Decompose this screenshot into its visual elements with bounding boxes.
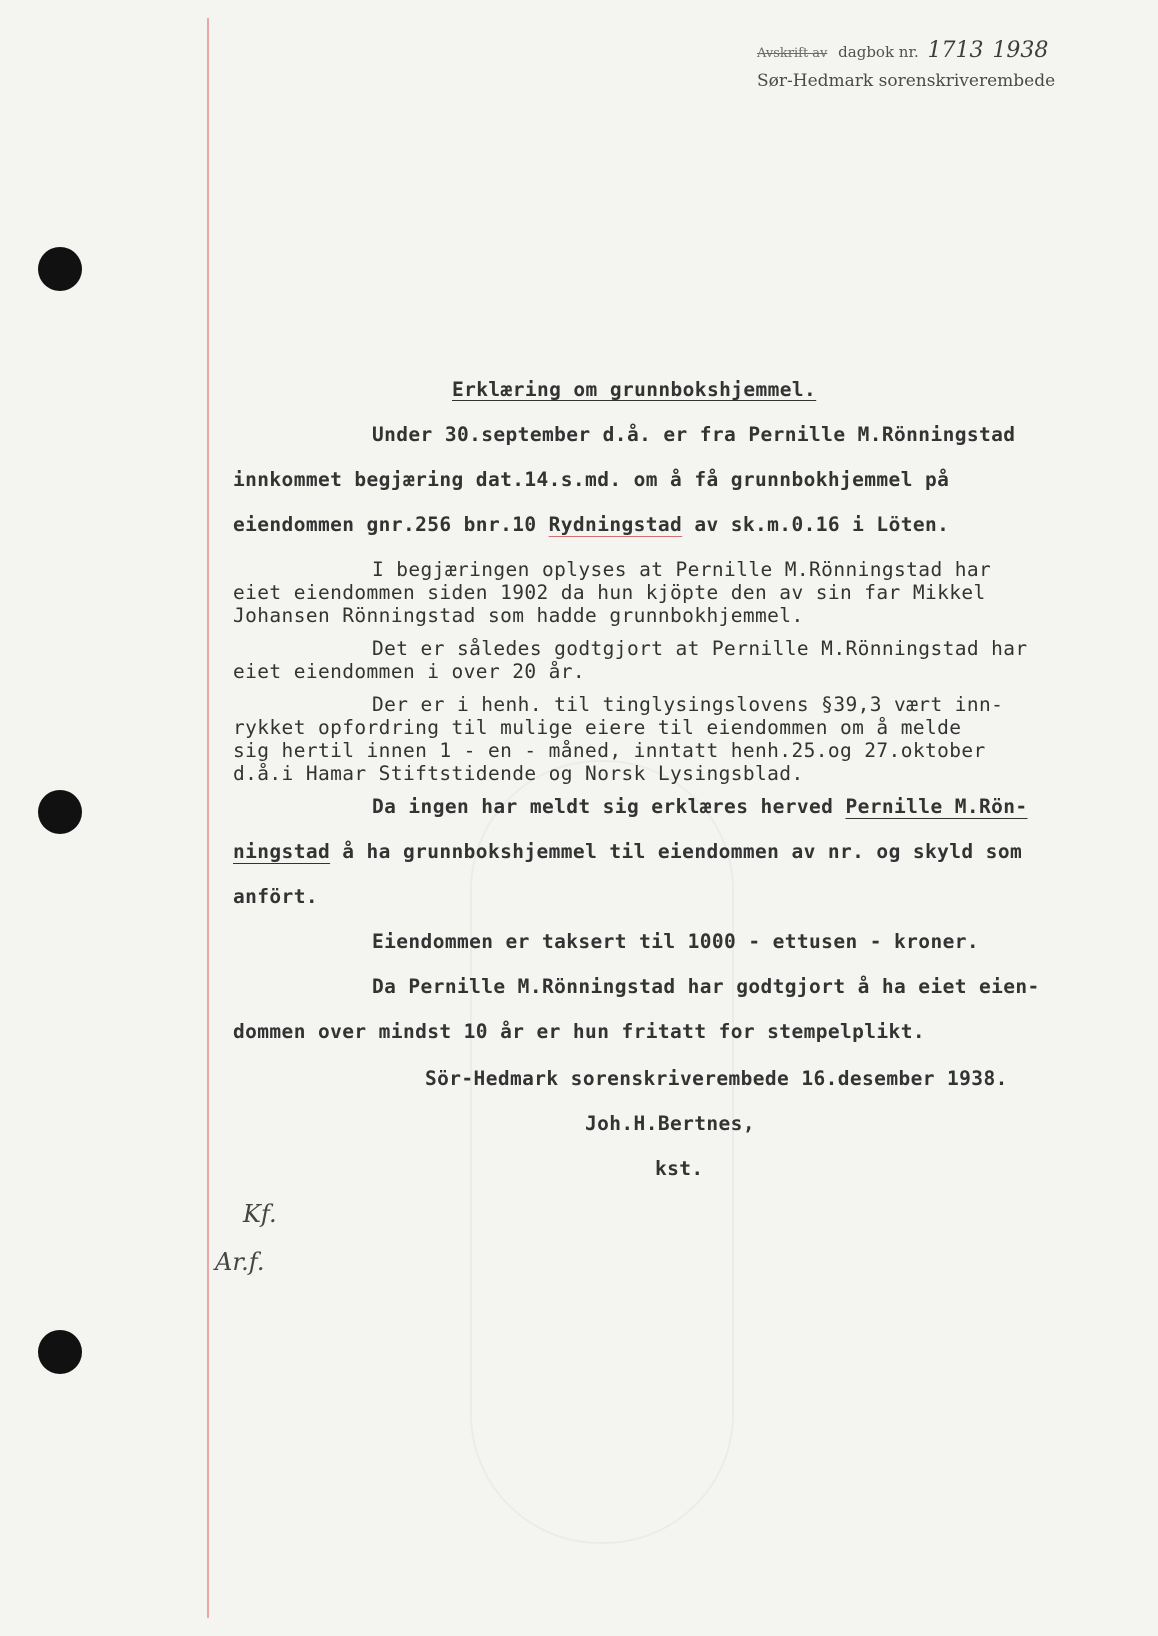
declaration-text: Da ingen har meldt sig erklæres herved [372,795,846,818]
valuation-line: Eiendommen er taksert til 1000 - ettusen - kroner. [372,930,979,953]
dagbok-label: dagbok nr. [838,43,919,61]
paragraph-2-line-3: Johansen Rönningstad som hadde grunnbokhjemmel. [233,604,804,627]
paragraph-3-line-1: Det er således godtgjort at Pernille M.Rönningstad har [372,637,1028,660]
dagbok-year: 1938 [992,38,1049,63]
handwritten-initials-2: Ar.f. [215,1248,265,1276]
crossed-out-text: Avskrift av [757,46,828,61]
property-place-name: Rydningstad [548,513,683,536]
property-text-post: av sk.m.0.16 i Löten. [682,513,950,536]
paragraph-4-line-4: d.å.i Hamar Stiftstidende og Norsk Lysingsblad. [233,762,804,785]
paragraph-5-line-2 [233,840,1022,863]
paragraph-4-line-2: rykket opfordring til mulige eiere til eiendommen om å melde [233,716,962,739]
document-title: Erklæring om grunnbokshjemmel. [452,378,817,401]
paragraph-7-line-2: dommen over mindst 10 år er hun fritatt for stempelplikt. [233,1020,925,1043]
owner-name-part-2: ningstad [233,840,331,863]
letterhead [757,38,1055,91]
punch-hole-middle [38,790,82,834]
signatory-name: Joh.H.Bertnes, [585,1112,755,1135]
paragraph-4-line-3: sig hertil innen 1 - en - måned, inntatt henh.25.og 27.oktober [233,739,986,762]
paragraph-3-line-2: eiet eiendommen i over 20 år. [233,660,586,683]
signatory-role: kst. [655,1157,704,1180]
place-and-date: Sör-Hedmark sorenskriverembede 16.desember 1938. [425,1067,1008,1090]
paragraph-5-line-3: anfört. [233,885,318,908]
dagbok-number: 1713 [927,38,984,63]
declaration-text-cont: å ha grunnbokshjemmel til eiendommen av nr. og skyld som [330,840,1023,863]
paragraph-7-line-1: Da Pernille M.Rönningstad har godtgjort å ha eiet eien- [372,975,1040,998]
handwritten-initials-1: Kf. [243,1200,277,1228]
paragraph-2-line-1: I begjæringen oplyses at Pernille M.Rönningstad har [372,558,992,581]
office-name: Sør-Hedmark sorenskriverembede [757,71,1056,91]
paragraph-1-line-2: innkommet begjæring dat.14.s.md. om å få grunnbokhjemmel på [233,468,950,491]
red-margin-line [207,18,209,1618]
dagbok-line [757,38,1055,63]
punch-hole-bottom [38,1330,82,1374]
owner-name-part-1: Pernille M.Rön- [845,795,1028,818]
paragraph-1-line-1: Under 30.september d.å. er fra Pernille M.Rönningstad [372,423,1016,446]
paragraph-2-line-2: eiet eiendommen siden 1902 da hun kjöpte den av sin far Mikkel [233,581,986,604]
stamp-watermark [470,760,734,1544]
paragraph-5-line-1 [372,795,1028,818]
paragraph-4-line-1: Der er i henh. til tinglysingslovens §39,3 vært inn- [372,693,1004,716]
property-text-pre: eiendommen gnr.256 bnr.10 [233,513,549,536]
punch-hole-top [38,247,82,291]
paragraph-1-line-3 [233,513,949,536]
